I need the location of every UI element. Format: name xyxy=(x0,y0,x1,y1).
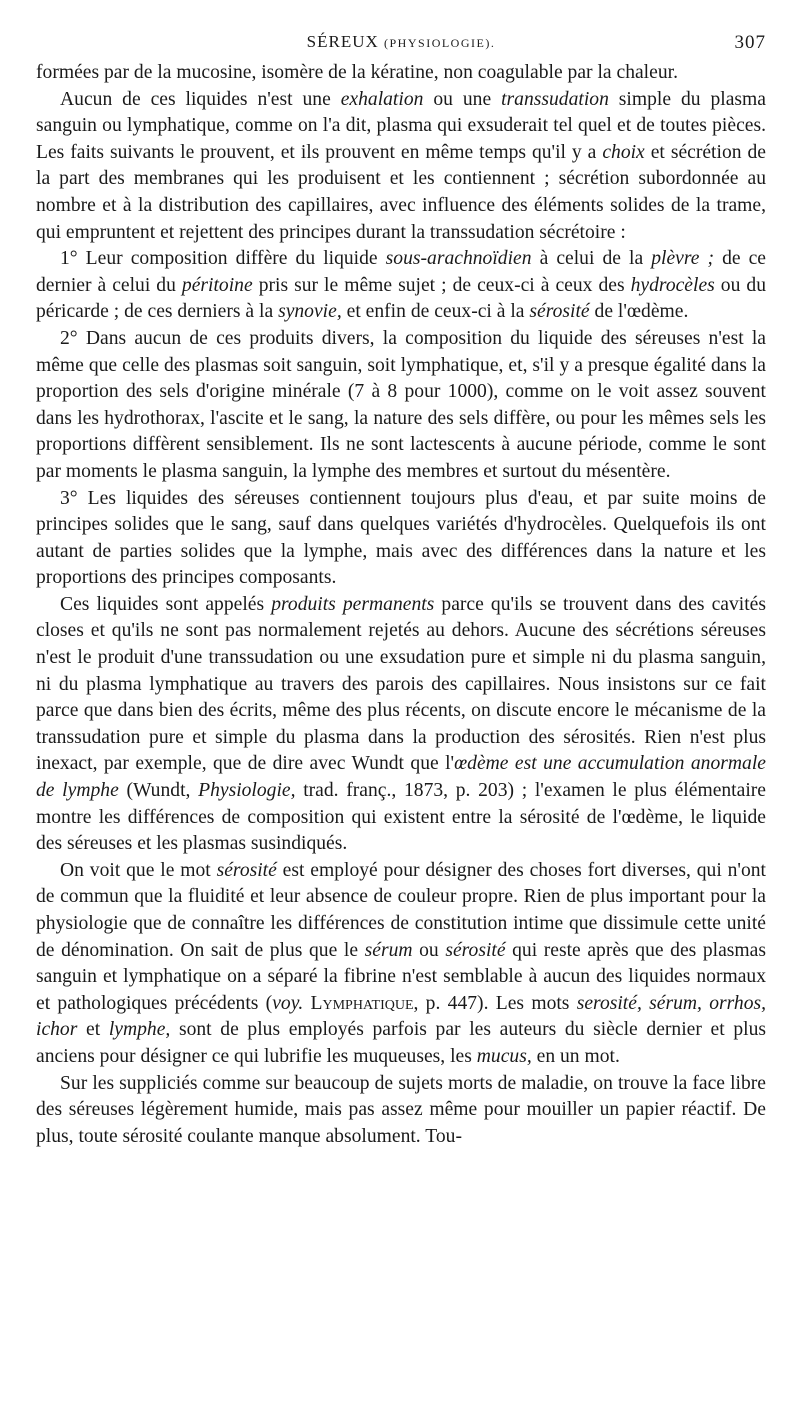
italic-run: Physiologie, xyxy=(198,780,296,802)
italic-run: péritoine xyxy=(181,274,253,296)
italic-run: voy. xyxy=(272,992,304,1014)
paragraph-permanent-products xyxy=(36,592,766,858)
paragraph-point-1 xyxy=(36,246,766,326)
italic-run: sérosité xyxy=(445,939,506,961)
text-run: et sécrétion de la part des membranes qui les produisent et les contiennent ; sécrétion subordonnée au nombre et à la distribution des capillaires, avec influence des éléments solides de la trame, qui empruntent et rejettent des principes durant la transsudation sécrétoire : xyxy=(36,141,766,243)
text-run: 1° Leur composition diffère du liquide xyxy=(60,248,386,270)
running-title-sub: (PHYSIOLOGIE). xyxy=(384,36,496,50)
text-run: 2° Dans aucun de ces produits divers, la composition du liquide des séreuses n'est la même que celle des plasmas soit sanguin, soit lymphatique, et, s'il y a presque égalité dans la proportion des sels d'origine minérale (7 à 8 pour 1000), comme on le voit assez souvent dans les hydrothorax, l'ascite et le sang, la nature des sels diffère, ou pour les mêmes sels les proportions diffèrent sensiblement. Ils ne sont lactescents à aucune période, comme le sont par moments le plasma sanguin, la lymphe des membres et surtout du mésentère. xyxy=(36,327,766,482)
text-run: de ce dernier à celui du xyxy=(36,248,767,296)
running-title xyxy=(36,32,766,52)
text-run: formées par de la mucosine, isomère de la kératine, non coagulable par la chaleur. xyxy=(36,62,678,83)
text-run: parce qu'ils se trouvent dans des cavités closes et qu'ils ne sont pas normalement rejetés au dehors. Aucune des sécrétions séreuses n'est le produit d'une transsudation ou une exsudation pure et simple ni du plasma sanguin, ni du plasma lymphatique au travers des parois des capillaires. Nous insistons sur ce fait parce que dans bien des écrits, même des plus récents, on discute encore le mécanisme de la transsudation pure et simple du plasma dans la production des sérosités. Rien n'est plus inexact, par exemple, que de dire avec Wundt que l' xyxy=(36,593,767,775)
paragraph-point-2 xyxy=(36,326,766,486)
italic-run: produits permanents xyxy=(271,593,435,615)
italic-run: lymphe, xyxy=(108,1019,171,1041)
italic-run: serosité, sérum, orrhos, ichor xyxy=(36,992,767,1041)
text-run: à celui de la xyxy=(531,248,652,270)
italic-run: exhalation xyxy=(340,88,424,110)
italic-run: choix xyxy=(602,141,645,163)
text-run: qui reste après que des plasmas sanguin et lymphatique on a séparé la fibrine n'est semblable à aucun des liquides normaux et pathologiques précédents ( xyxy=(36,939,766,1014)
italic-run: hydrocèles xyxy=(630,274,715,296)
text-run: Aucun de ces liquides n'est une xyxy=(60,88,341,110)
text-run: sont de plus employés parfois par les auteurs du siècle dernier et plus anciens pour désigner ce qui lubrifie les muqueuses, les xyxy=(36,1019,766,1067)
text-run: , p. 447). Les mots xyxy=(413,992,577,1014)
text-run: Sur les suppliciés comme sur beaucoup de sujets morts de maladie, on trouve la face libre des séreuses légèrement humide, mais pas assez même pour mouiller un papier réactif. De plus, toute sérosité coulante manque absolument. Tou- xyxy=(36,1072,766,1147)
paragraph-secretion xyxy=(36,87,766,247)
text-run: ou xyxy=(412,939,446,961)
italic-run: plèvre ; xyxy=(651,248,715,270)
text-run: 3° Les liquides des séreuses contiennent toujours plus d'eau, et par suite moins de principes solides que le sang, sauf dans quelques variétés d'hydrocèles. Quelquefois ils ont autant de parties solides que la lymphe, mais avec des différences dans la nature et les proportions des principes composants. xyxy=(36,487,766,589)
text-run: Ces liquides sont appelés xyxy=(60,593,272,615)
paragraph-serosite-term xyxy=(36,858,766,1071)
text-run: est employé pour désigner des choses fort diverses, qui n'ont de commun que la fluidité et leur absence de couleur propre. Rien de plus important pour la physiologie que de connaître les différences de constitution intime que dissimule cette unité de dénomination. On sait de plus que le xyxy=(36,859,766,961)
text-run: On voit que le mot xyxy=(60,859,217,881)
paragraph-supplicies xyxy=(36,1071,766,1151)
text-run: simple du plasma sanguin ou lymphatique, comme on l'a dit, plasma qui exsuderait tel quel et de toutes pièces. Les faits suivants le prouvent, et ils prouvent en même temps qu'il y a xyxy=(36,88,766,163)
paragraph-point-3 xyxy=(36,486,766,592)
italic-run: synovie, xyxy=(278,301,342,323)
italic-run: sous-arachnoïdien xyxy=(385,248,532,270)
italic-run: sérum xyxy=(364,939,413,961)
italic-run: sérosité xyxy=(216,859,277,881)
page xyxy=(36,32,766,1150)
text-run: ou une xyxy=(423,88,502,110)
body-text xyxy=(36,60,766,1150)
smallcaps-run: Lymphatique xyxy=(310,992,414,1014)
italic-run: mucus, xyxy=(476,1045,532,1067)
text-run: et xyxy=(77,1019,109,1041)
text-run: et enfin de ceux-ci à la xyxy=(341,301,530,323)
text-run: pris sur le même sujet ; de ceux-ci à ceux des xyxy=(252,274,631,296)
text-run: de l'œdème. xyxy=(589,301,689,323)
italic-run: transsudation xyxy=(501,88,609,110)
italic-run: œdème est une accumulation anormale de lymphe xyxy=(36,753,766,802)
text-run: ou du péricarde ; de ces derniers à la xyxy=(36,274,766,323)
text-run: trad. franç., 1873, p. 203) ; l'examen le plus élémentaire montre les différences de composition qui existent entre la sérosité de l'œdème, le liquide des séreuses et les plasmas susindiqués. xyxy=(36,780,766,855)
text-run xyxy=(303,993,310,1014)
text-run: (Wundt, xyxy=(118,780,199,802)
page-number: 307 xyxy=(734,32,766,53)
text-run: en un mot. xyxy=(531,1045,620,1067)
running-header xyxy=(36,32,766,60)
paragraph-continuation xyxy=(36,60,766,87)
running-title-main: SÉREUX xyxy=(306,32,379,51)
italic-run: sérosité xyxy=(529,301,590,323)
